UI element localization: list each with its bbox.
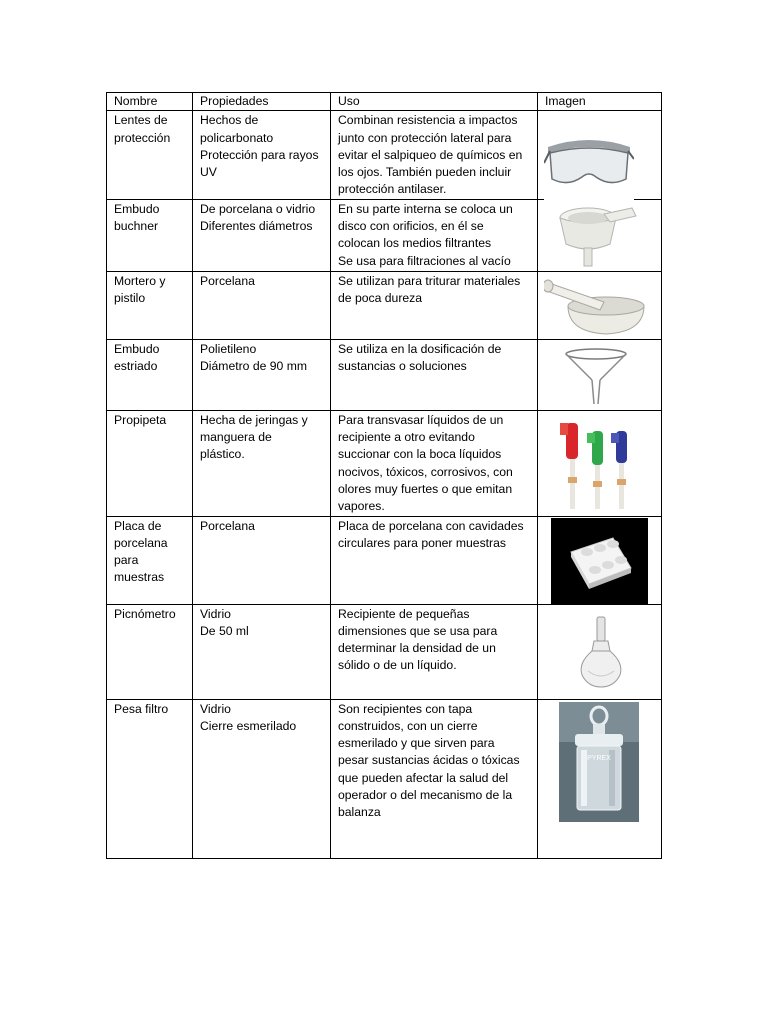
cell-propiedades [193,339,331,410]
spot-plate-icon [551,518,648,605]
text-line: plástico. [200,447,245,462]
text-line: Placa de porcelana con cavidades [338,518,524,533]
cell-nombre [107,410,193,516]
text-line: Recipiente de pequeñas [338,606,470,621]
equipment-table [106,92,662,859]
text-line: nocivos, tóxicos, corrosivos, con [338,464,513,479]
text-line: Se utilizan para triturar materiales [338,273,521,288]
text-line: Combinan resistencia a impactos [338,113,518,128]
text-line: determinar la densidad de un [338,641,496,656]
cell-nombre [107,339,193,410]
text-line: vapores. [338,499,385,514]
text-line: para [114,553,139,568]
text-line: sustancias o soluciones [338,359,467,374]
cell-propiedades [193,604,331,699]
text-line: Hecha de jeringas y [200,412,308,427]
cell-propiedades [193,199,331,271]
cell-imagen [538,199,662,271]
text-line: porcelana [114,535,168,550]
buchner-funnel-icon [552,204,642,268]
table-row [107,604,662,699]
text-line: UV [200,165,217,180]
cell-propiedades [193,699,331,858]
text-line: Lentes de [114,113,168,128]
text-line: junto con protección lateral para [338,130,512,145]
header-propiedades: Propiedades [193,93,331,111]
text-line: los ojos. También pueden incluir [338,165,512,180]
cell-imagen [538,699,662,858]
cell-nombre [107,604,193,699]
cell-uso [331,199,538,271]
text-line: estriado [114,359,158,374]
header-uso: Uso [331,93,538,111]
pipette-pumps-icon [560,415,638,511]
text-line: Propipeta [114,412,167,427]
text-line: colocan los medios filtrantes [338,236,492,251]
cell-imagen [538,604,662,699]
text-line: pistilo [114,291,146,306]
cell-propiedades [193,271,331,339]
text-line: Protección para rayos [200,147,319,162]
text-line: Vidrio [200,701,231,716]
cell-nombre [107,111,193,199]
table-row [107,410,662,516]
text-line: manguera de [200,430,272,445]
text-line: succionar con la boca líquidos [338,447,502,462]
text-line: protección [114,130,171,145]
pycnometer-icon [576,615,626,691]
text-line: Polietileno [200,341,257,356]
table-row [107,111,662,199]
text-line: circulares para poner muestras [338,535,506,550]
text-line: Mortero y [114,273,166,288]
text-line: Vidrio [200,606,231,621]
text-line: De porcelana o vidrio [200,201,316,216]
weighing-bottle-icon [559,702,639,822]
header-row [107,93,662,111]
text-line: policarbonato [200,130,274,145]
glass-funnel-icon [562,346,632,408]
text-line: operador o del mecanismo de la [338,788,513,803]
text-line: esmerilado y que sirven para [338,736,495,751]
cell-uso [331,516,538,604]
cell-imagen [538,111,662,199]
table-row [107,199,662,271]
cell-uso [331,699,538,858]
text-line: Embudo [114,341,160,356]
text-line: que pueden afectar la salud del [338,770,509,785]
cell-propiedades [193,516,331,604]
text-line: Se utiliza en la dosificación de [338,341,502,356]
table-row [107,516,662,604]
text-line: sólido o de un líquido. [338,658,457,673]
text-line: Cierre esmerilado [200,718,297,733]
cell-imagen [538,410,662,516]
text-line: dimensiones que se usa para [338,623,498,638]
header-nombre: Nombre [107,93,193,111]
safety-goggles-icon [544,129,634,201]
table-row [107,271,662,339]
text-line: de poca dureza [338,291,423,306]
text-line: balanza [338,805,381,820]
cell-propiedades [193,111,331,199]
cell-uso [331,410,538,516]
text-line: En su parte interna se coloca un [338,201,513,216]
text-line: Pesa filtro [114,701,169,716]
text-line: Porcelana [200,518,255,533]
cell-uso [331,111,538,199]
text-line: De 50 ml [200,623,249,638]
text-line: protección antilaser. [338,182,447,197]
text-line: olores muy fuertes o que emitan [338,481,513,496]
text-line: evitar el salpiqueo de químicos en [338,147,523,162]
text-line: Porcelana [200,273,255,288]
mortar-pestle-icon [544,276,648,338]
text-line: Picnómetro [114,606,176,621]
cell-imagen [538,271,662,339]
text-line: Se usa para filtraciones al vacío [338,253,511,268]
table-row [107,699,662,858]
text-line: Hechos de [200,113,259,128]
cell-nombre [107,271,193,339]
text-line: Para transvasar líquidos de un [338,412,504,427]
pyrex-logo-text: PYREX [587,754,611,762]
text-line: Placa de [114,518,162,533]
text-line: recipiente a otro evitando [338,430,475,445]
cell-uso [331,271,538,339]
cell-imagen [538,339,662,410]
text-line: buchner [114,219,159,234]
text-line: disco con orificios, en él se [338,219,484,234]
text-line: Diámetro de 90 mm [200,359,308,374]
cell-nombre [107,516,193,604]
table-row [107,339,662,410]
cell-nombre [107,199,193,271]
text-line: Embudo [114,201,160,216]
cell-nombre [107,699,193,858]
cell-imagen [538,516,662,604]
header-imagen: Imagen [538,93,662,111]
text-line: construidos, con un cierre [338,718,478,733]
text-line: Diferentes diámetros [200,219,313,234]
cell-propiedades [193,410,331,516]
text-line: pesar sustancias ácidas o tóxicas [338,753,520,768]
cell-uso [331,604,538,699]
text-line: Son recipientes con tapa [338,701,473,716]
cell-uso [331,339,538,410]
text-line: muestras [114,570,165,585]
